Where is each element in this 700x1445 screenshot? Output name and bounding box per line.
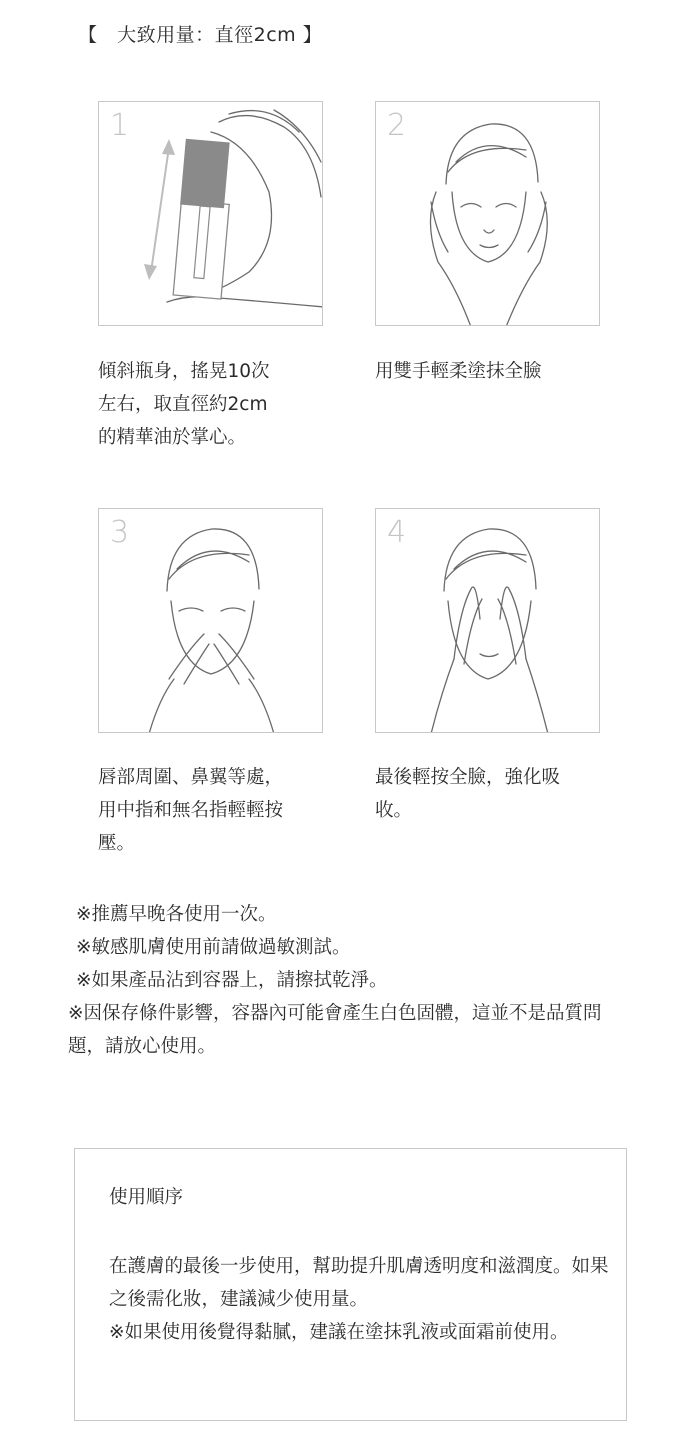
face-palms-illustration <box>376 102 600 326</box>
step-3-caption: 唇部周圍、鼻翼等處， 用中指和無名指輕輕按 壓。 <box>98 767 284 854</box>
step-number: 1 <box>110 108 130 143</box>
step-4-caption: 最後輕按全臉，強化吸 收。 <box>375 767 561 821</box>
press-nose-illustration <box>99 509 323 733</box>
step-1-illustration <box>98 101 323 326</box>
usage-order-heading: 使用順序 <box>109 1187 184 1208</box>
dosage-title: 【 大致用量：直徑2cm 】 <box>78 24 323 46</box>
note-item: ※敏感肌膚使用前請做過敏測試。 <box>76 937 351 958</box>
note-item: ※推薦早晚各使用一次。 <box>76 904 277 925</box>
usage-line: ※如果使用後覺得黏膩，建議在塗抹乳液或面霜前使用。 <box>109 1322 569 1343</box>
notes-list <box>68 898 636 1063</box>
step-number: 4 <box>387 515 407 550</box>
step-3-illustration <box>98 508 323 733</box>
step-number: 3 <box>110 515 130 550</box>
step-2-caption: 用雙手輕柔塗抹全臉 <box>375 361 542 382</box>
step-1-caption: 傾斜瓶身，搖晃10次 左右，取直徑約2cm 的精華油於掌心。 <box>98 361 270 448</box>
usage-order-body <box>109 1250 609 1349</box>
shake-bottle-illustration <box>99 102 323 326</box>
usage-order-box <box>74 1148 627 1421</box>
usage-line: 在護膚的最後一步使用，幫助提升肌膚透明度和滋潤度。如果之後需化妝，建議減少使用量。 <box>109 1256 609 1310</box>
step-2-illustration <box>375 101 600 326</box>
press-face-illustration <box>376 509 600 733</box>
note-item: ※因保存條件影響，容器內可能會產生白色固體，這並不是品質問題，請放心使用。 <box>68 1003 602 1057</box>
step-4-illustration <box>375 508 600 733</box>
note-item: ※如果產品沾到容器上，請擦拭乾淨。 <box>76 970 388 991</box>
step-number: 2 <box>387 108 407 143</box>
